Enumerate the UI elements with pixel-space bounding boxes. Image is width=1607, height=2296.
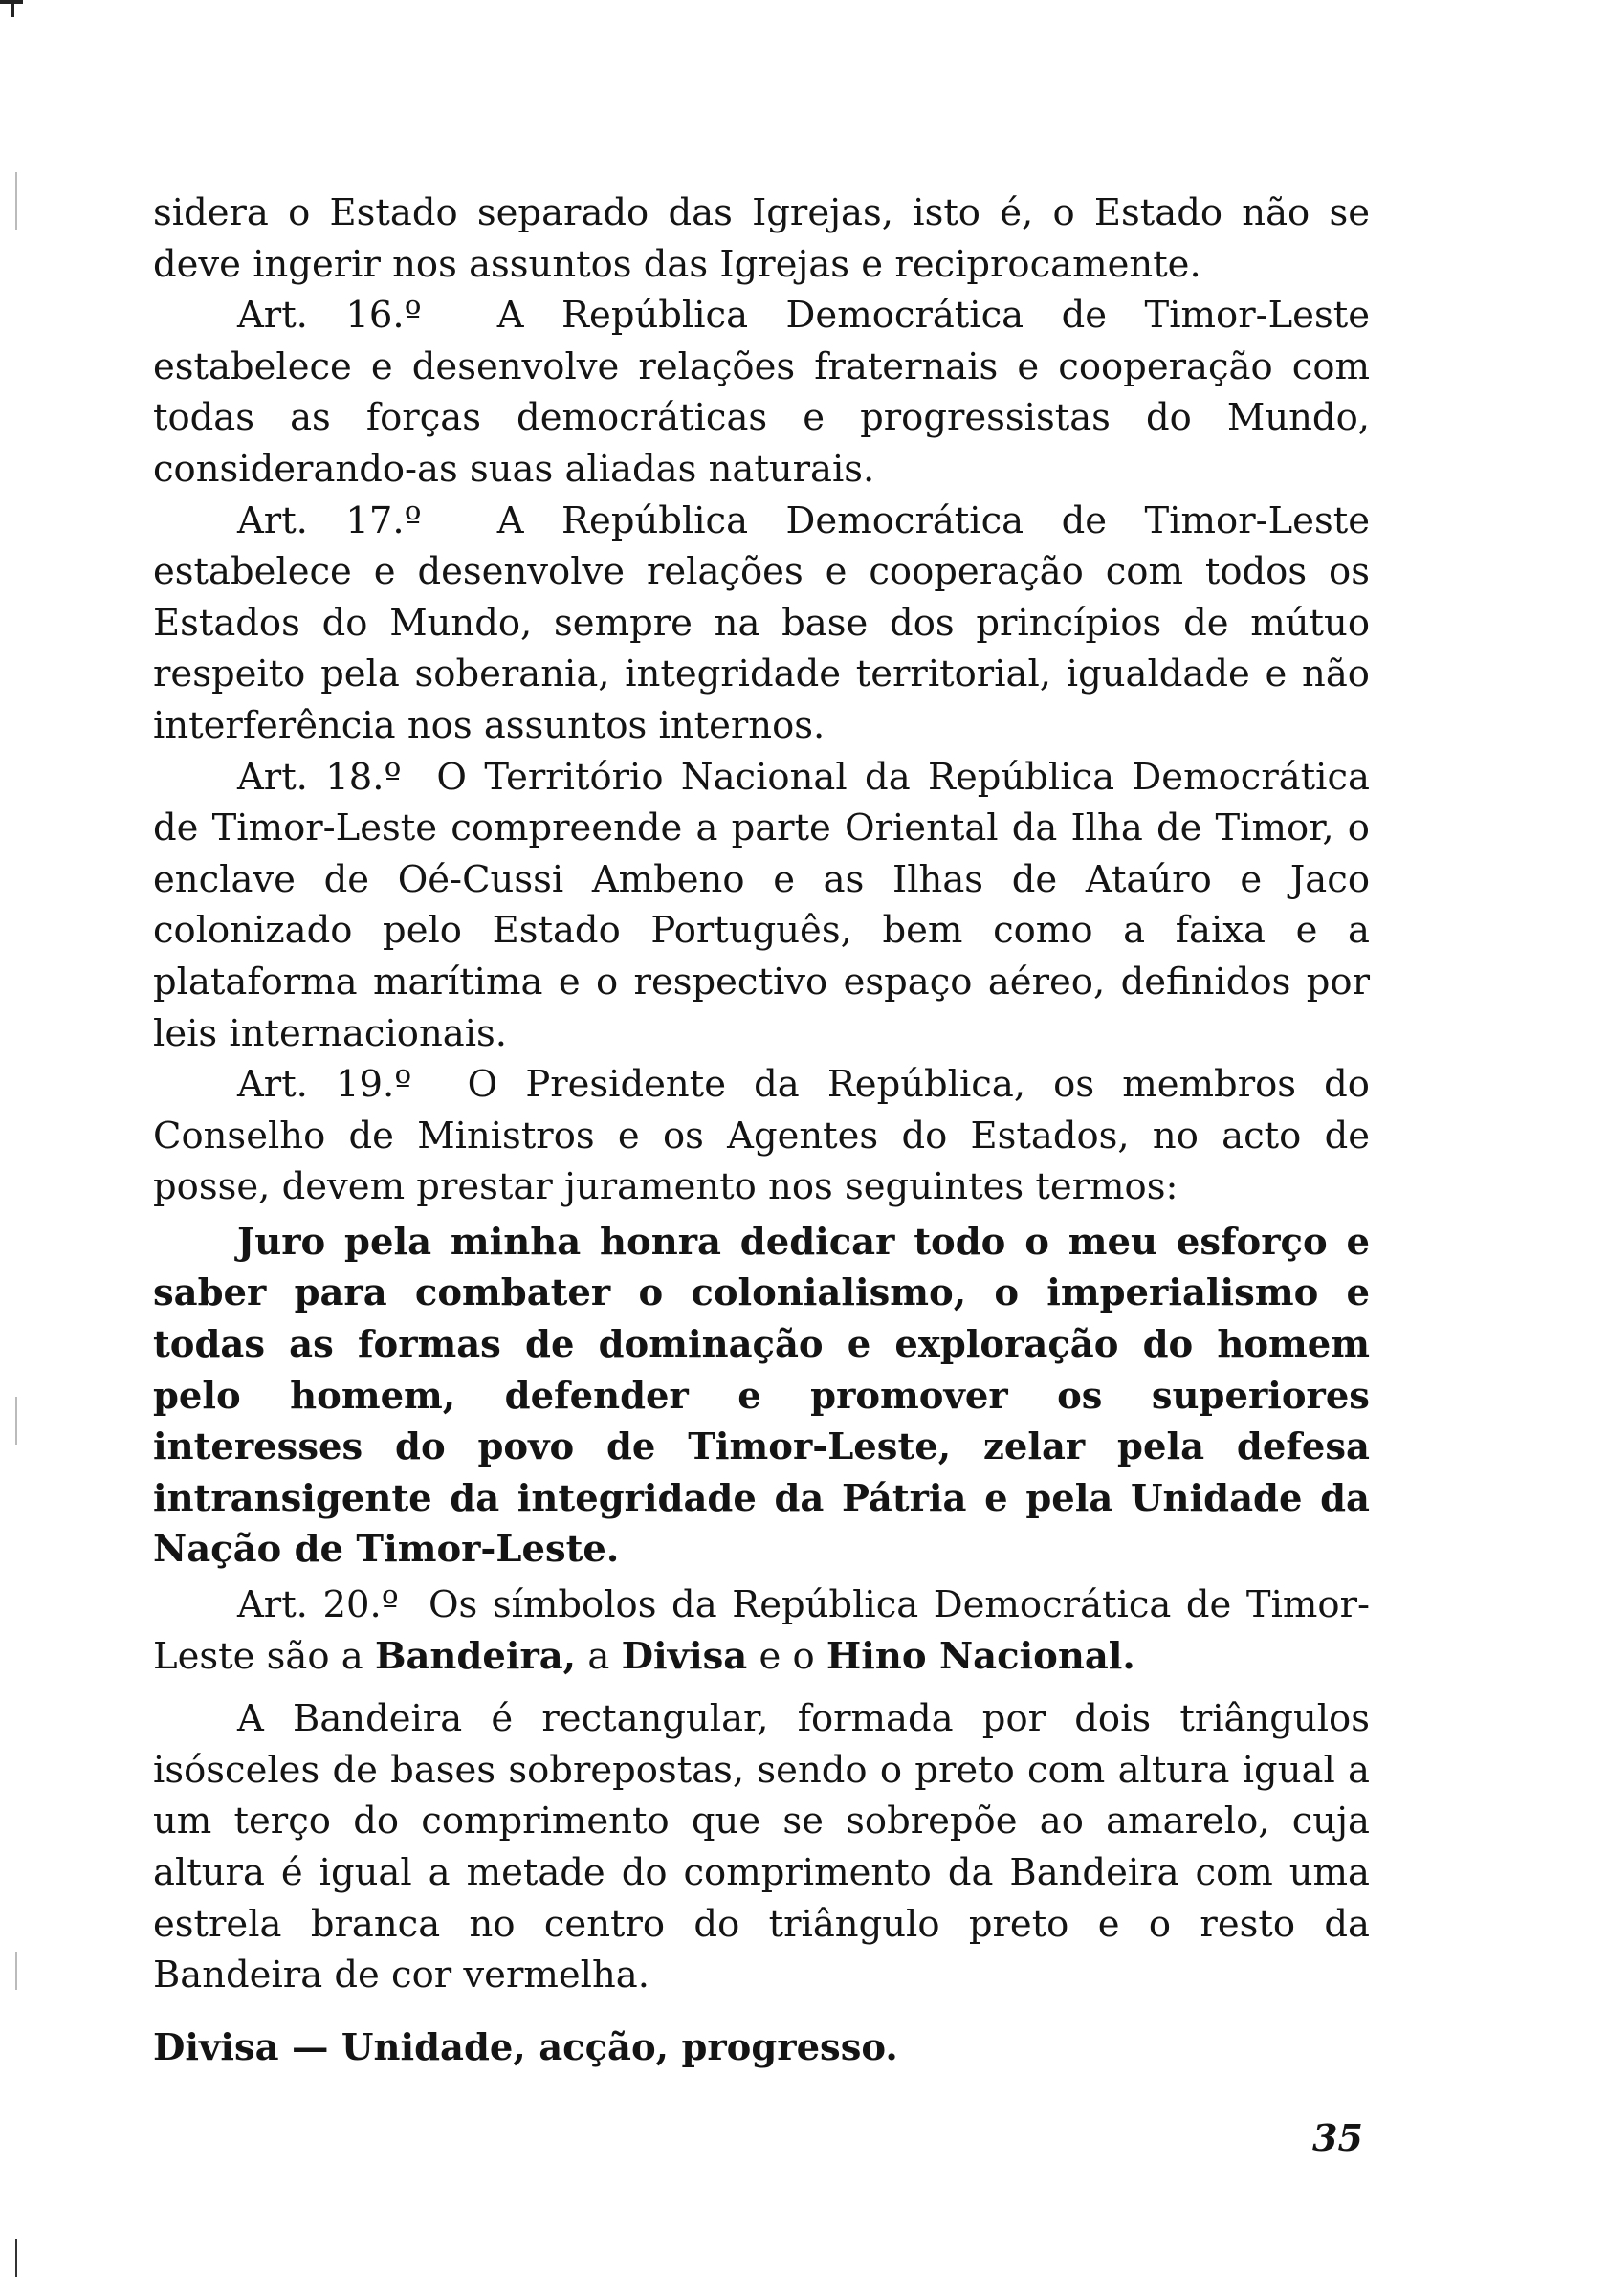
scan-artifact — [15, 1397, 17, 1445]
connector: a — [587, 1634, 610, 1678]
flag-description: A Bandeira é rectangular, formada por dois triângulos isósceles de bases sobrepostas, sendo o preto com altura igual a um terço do comprimento que se sobrepõe ao amarelo, cuja altura é igual a metade do comprimento da Bandeira com uma estrela branca no centro do triângulo preto e o resto da Bandeira de cor vermelha. — [153, 1697, 1370, 1998]
article-18 — [153, 752, 1370, 1060]
continuation-paragraph: sidera o Estado separado das Igrejas, isto é, o Estado não se deve ingerir nos assuntos das Igrejas e reciprocamente. — [153, 191, 1370, 286]
article-label: Art. 18.º — [237, 755, 402, 799]
article-19 — [153, 1059, 1370, 1213]
crop-mark — [0, 0, 29, 19]
article-20 — [153, 1579, 1370, 1682]
oath-text: Juro pela minha honra dedicar todo o meu esforço e saber para combater o colonialismo, o imperialismo e todas as formas de dominação e exploração do homem pelo homem, defender e promover os superiores interesses do povo de Timor-Leste, zelar pela defesa intransigente da integridade da Pátria e pela Unidade da Nação de Timor-Leste. — [153, 1220, 1370, 1572]
motto-line: Divisa — Unidade, acção, progresso. — [153, 2025, 898, 2069]
connector: e o — [759, 1634, 815, 1678]
article-text: O Presidente da República, os membros do Conselho de Ministros e os Agentes do Estados, no acto de posse, devem prestar juramento nos seguintes termos: — [153, 1063, 1370, 1209]
symbol-anthem: Hino Nacional. — [826, 1634, 1135, 1678]
article-label: Art. 17.º — [237, 498, 422, 542]
article-label: Art. 20.º — [237, 1583, 399, 1627]
article-label: Art. 19.º — [237, 1063, 412, 1107]
article-text: O Território Nacional da República Democrática de Timor-Leste compreende a parte Oriental da Ilha de Timor, o enclave de Oé-Cussi Ambeno e as Ilhas de Ataúro e Jaco colonizado pelo Estado Português, bem como a faixa e a plataforma marítima e o respectivo espaço aéreo, definidos por leis internacionais. — [153, 755, 1370, 1055]
page-number: 35 — [1312, 2116, 1363, 2159]
article-text: Os símbolos da República Democrática de Timor-Leste são a — [153, 1583, 1370, 1678]
symbol-flag: Bandeira, — [374, 1634, 577, 1678]
scan-artifact — [15, 172, 17, 230]
scan-artifact — [15, 1952, 17, 1990]
article-text: A República Democrática de Timor-Leste estabelece e desenvolve relações fraternais e cooperação com todas as forças democráticas e progressistas do Mundo, considerando-as suas aliadas naturais. — [153, 294, 1370, 491]
article-17 — [153, 496, 1370, 752]
article-text: A República Democrática de Timor-Leste estabelece e desenvolve relações e cooperação com todos os Estados do Mundo, sempre na base dos princípios de mútuo respeito pela soberania, integridade territorial, igualdade e não interferência nos assuntos internos. — [153, 498, 1370, 747]
symbol-motto: Divisa — [621, 1634, 748, 1678]
article-16 — [153, 290, 1370, 495]
scan-artifact — [15, 2239, 17, 2277]
article-label: Art. 16.º — [237, 294, 422, 338]
document-body — [153, 188, 1370, 2073]
